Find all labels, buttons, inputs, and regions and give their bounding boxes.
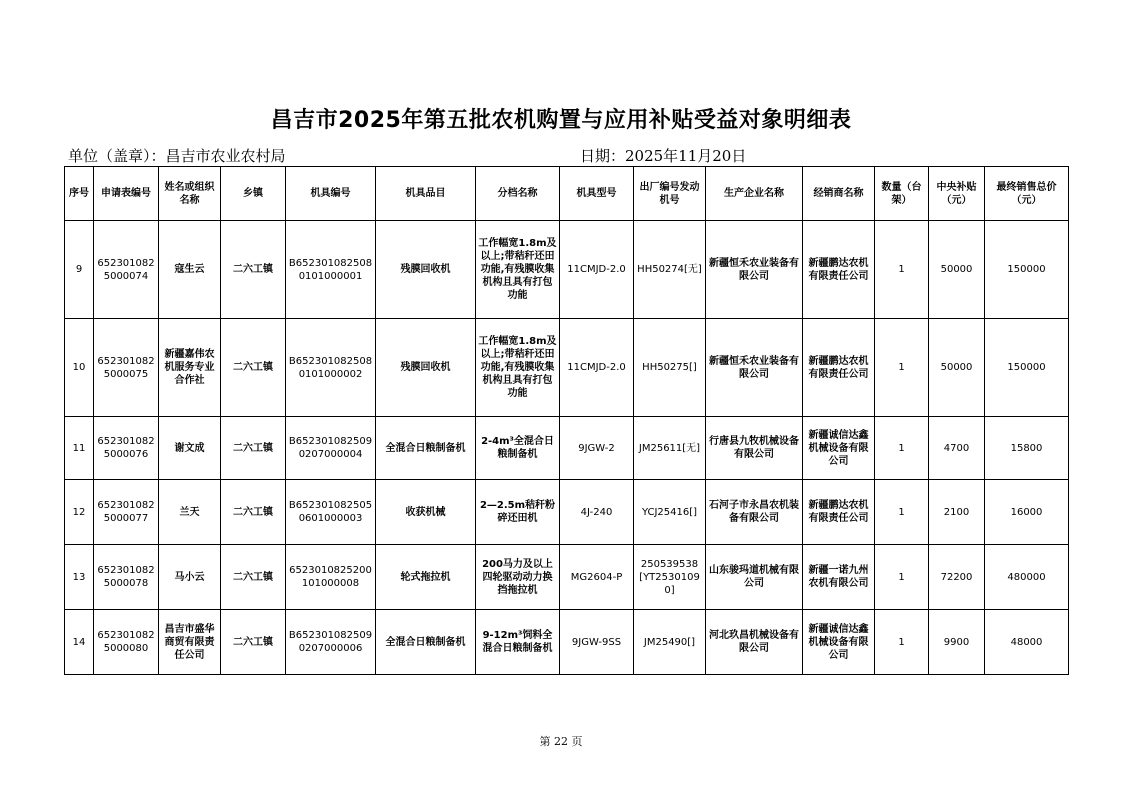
cell-factory-no: JM25611[无] [634,417,706,480]
header-dealer: 经销商名称 [803,167,875,221]
cell-grade: 200马力及以上四轮驱动动力换挡拖拉机 [476,545,560,610]
header-qty: 数量（台架） [875,167,929,221]
table-row [65,610,1069,675]
cell-maker: 山东骏玛道机械有限公司 [706,545,803,610]
cell-factory-no: 250539538[YT25301090] [634,545,706,610]
cell-grade: 工作幅宽1.8m及以上;带秸秆还田功能,有残膜收集机构且具有打包功能 [476,319,560,417]
cell-price: 480000 [985,545,1069,610]
cell-model: MG2604-P [560,545,634,610]
header-item: 机具品目 [376,167,476,221]
cell-seq: 9 [65,221,94,319]
subsidy-table [64,166,1069,675]
cell-town: 二六工镇 [221,480,286,545]
cell-maker: 河北玖昌机械设备有限公司 [706,610,803,675]
cell-name: 新疆嘉伟农机服务专业合作社 [159,319,221,417]
cell-qty: 1 [875,221,929,319]
cell-dealer: 新疆鹏达农机有限责任公司 [803,319,875,417]
cell-name: 昌吉市盛华商贸有限责任公司 [159,610,221,675]
cell-qty: 1 [875,319,929,417]
page-number: 第 22 页 [539,735,583,748]
cell-machine-no: B6523010825050601000003 [286,480,376,545]
cell-town: 二六工镇 [221,417,286,480]
date-label: 日期：2025年11月20日 [580,147,747,165]
cell-machine-no: B6523010825080101000002 [286,319,376,417]
header-factory-no: 出厂编号发动机号 [634,167,706,221]
header-price: 最终销售总价（元） [985,167,1069,221]
cell-subsidy: 50000 [929,221,985,319]
cell-factory-no: HH50275[] [634,319,706,417]
cell-qty: 1 [875,480,929,545]
cell-dealer: 新疆一诺九州农机有限公司 [803,545,875,610]
cell-model: 11CMJD-2.0 [560,319,634,417]
cell-factory-no: YCJ25416[] [634,480,706,545]
header-grade: 分档名称 [476,167,560,221]
header-app-no: 申请表编号 [94,167,159,221]
header-machine-no: 机具编号 [286,167,376,221]
cell-subsidy: 50000 [929,319,985,417]
cell-app-no: 6523010825000078 [94,545,159,610]
cell-factory-no: HH50274[无] [634,221,706,319]
cell-item: 收获机械 [376,480,476,545]
cell-qty: 1 [875,417,929,480]
header-maker: 生产企业名称 [706,167,803,221]
cell-price: 150000 [985,319,1069,417]
header-subsidy: 中央补贴（元） [929,167,985,221]
cell-app-no: 6523010825000080 [94,610,159,675]
cell-maker: 新疆恒禾农业装备有限公司 [706,221,803,319]
cell-price: 48000 [985,610,1069,675]
header-name: 姓名或组织名称 [159,167,221,221]
cell-machine-no: B6523010825090207000004 [286,417,376,480]
cell-town: 二六工镇 [221,221,286,319]
cell-name: 兰天 [159,480,221,545]
cell-grade: 2—2.5m秸秆粉碎还田机 [476,480,560,545]
cell-machine-no: B6523010825090207000006 [286,610,376,675]
cell-item: 全混合日粮制备机 [376,417,476,480]
table-row [65,319,1069,417]
cell-seq: 13 [65,545,94,610]
cell-town: 二六工镇 [221,545,286,610]
cell-maker: 行唐县九牧机械设备有限公司 [706,417,803,480]
cell-model: 9JGW-9SS [560,610,634,675]
cell-app-no: 6523010825000076 [94,417,159,480]
header-seq: 序号 [65,167,94,221]
cell-seq: 10 [65,319,94,417]
cell-app-no: 6523010825000075 [94,319,159,417]
cell-model: 11CMJD-2.0 [560,221,634,319]
cell-dealer: 新疆诚信达鑫机械设备有限公司 [803,417,875,480]
cell-qty: 1 [875,610,929,675]
cell-town: 二六工镇 [221,610,286,675]
cell-subsidy: 9900 [929,610,985,675]
cell-price: 150000 [985,221,1069,319]
cell-dealer: 新疆鹏达农机有限责任公司 [803,480,875,545]
cell-seq: 11 [65,417,94,480]
cell-subsidy: 72200 [929,545,985,610]
cell-app-no: 6523010825000077 [94,480,159,545]
cell-item: 全混合日粮制备机 [376,610,476,675]
table-row [65,480,1069,545]
cell-factory-no: JM25490[] [634,610,706,675]
cell-name: 谢文成 [159,417,221,480]
header-row [65,167,1069,221]
cell-dealer: 新疆鹏达农机有限责任公司 [803,221,875,319]
cell-grade: 工作幅宽1.8m及以上;带秸秆还田功能,有残膜收集机构且具有打包功能 [476,221,560,319]
cell-model: 4J-240 [560,480,634,545]
cell-app-no: 6523010825000074 [94,221,159,319]
cell-item: 轮式拖拉机 [376,545,476,610]
cell-grade: 9-12m³饲料全混合日粮制备机 [476,610,560,675]
cell-name: 马小云 [159,545,221,610]
unit-label: 单位（盖章）：昌吉市农业农村局 [68,147,286,165]
cell-dealer: 新疆诚信达鑫机械设备有限公司 [803,610,875,675]
cell-maker: 石河子市永昌农机装备有限公司 [706,480,803,545]
cell-price: 15800 [985,417,1069,480]
cell-item: 残膜回收机 [376,319,476,417]
table-row [65,417,1069,480]
page-title: 昌吉市2025年第五批农机购置与应用补贴受益对象明细表 [270,108,852,133]
cell-town: 二六工镇 [221,319,286,417]
cell-grade: 2-4m³全混合日粮制备机 [476,417,560,480]
cell-machine-no: 6523010825200101000008 [286,545,376,610]
cell-subsidy: 2100 [929,480,985,545]
cell-machine-no: B6523010825080101000001 [286,221,376,319]
cell-seq: 12 [65,480,94,545]
cell-qty: 1 [875,545,929,610]
table-row [65,545,1069,610]
cell-seq: 14 [65,610,94,675]
cell-subsidy: 4700 [929,417,985,480]
table-row [65,221,1069,319]
cell-name: 寇生云 [159,221,221,319]
cell-model: 9JGW-2 [560,417,634,480]
cell-maker: 新疆恒禾农业装备有限公司 [706,319,803,417]
header-model: 机具型号 [560,167,634,221]
header-town: 乡镇 [221,167,286,221]
cell-price: 16000 [985,480,1069,545]
cell-item: 残膜回收机 [376,221,476,319]
